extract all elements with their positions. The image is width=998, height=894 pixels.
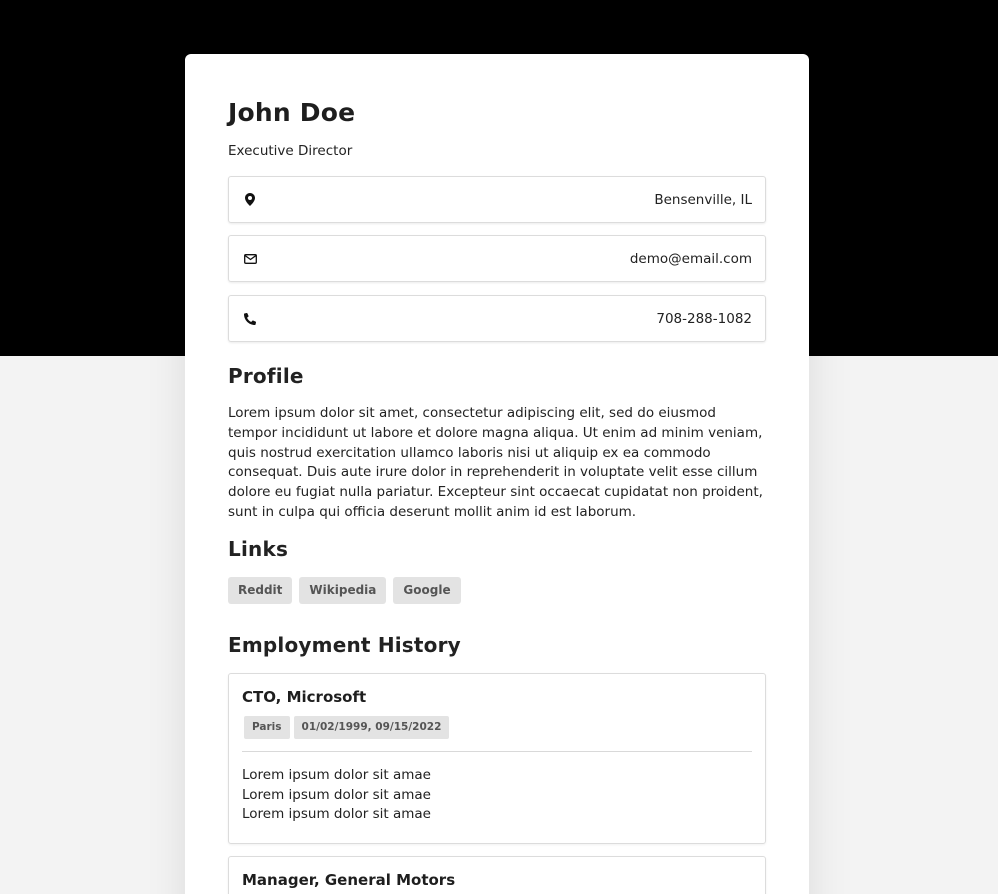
job-title: CTO, Microsoft <box>242 688 367 706</box>
job-description <box>242 766 752 825</box>
job-entry <box>228 856 766 894</box>
resume-card <box>185 54 809 894</box>
link-google[interactable]: Google <box>393 577 460 604</box>
job-description-line: Lorem ipsum dolor sit amae <box>242 786 431 803</box>
links-heading: Links <box>228 537 289 561</box>
person-role: Executive Director <box>228 143 353 159</box>
person-name: John Doe <box>228 98 356 127</box>
contact-email-value[interactable]: demo@email.com <box>629 250 752 267</box>
contact-phone <box>228 295 766 342</box>
job-title: Manager, General Motors <box>242 871 456 889</box>
link-wikipedia[interactable]: Wikipedia <box>299 577 386 604</box>
contact-phone-value[interactable]: 708-288-1082 <box>656 310 752 327</box>
job-tags <box>244 716 752 739</box>
job-location-tag: Paris <box>244 716 290 739</box>
profile-text: Lorem ipsum dolor sit amet, consectetur adipiscing elit, sed do eiusmod tempor incididunt ut labore et dolore magna aliqua. Ut enim ad minim veniam, quis nostrud exercitation ullamco laboris nisi ut aliquip ex ea commodo consequat. Duis aute irure dolor in reprehenderit in voluptate velit esse cillum dolore eu fugiat nulla pariatur. Excepteur sint occaecat cupidatat non proident, sunt in culpa qui officia deserunt mollit anim id est laborum. <box>228 405 763 520</box>
job-dates-tag: 01/02/1999, 09/15/2022 <box>294 716 450 739</box>
phone-icon <box>243 312 257 326</box>
job-description-line: Lorem ipsum dolor sit amae <box>242 806 431 823</box>
contact-location-value: Bensenville, IL <box>654 191 752 208</box>
job-entry <box>228 673 766 844</box>
contact-location <box>228 176 766 223</box>
profile-heading: Profile <box>228 364 304 388</box>
job-description-line: Lorem ipsum dolor sit amae <box>242 767 431 783</box>
contact-email <box>228 235 766 282</box>
links-list <box>228 577 461 604</box>
job-divider <box>242 751 752 752</box>
map-pin-icon <box>243 193 257 207</box>
employment-heading: Employment History <box>228 633 461 657</box>
link-reddit[interactable]: Reddit <box>228 577 292 604</box>
envelope-icon <box>243 252 257 266</box>
